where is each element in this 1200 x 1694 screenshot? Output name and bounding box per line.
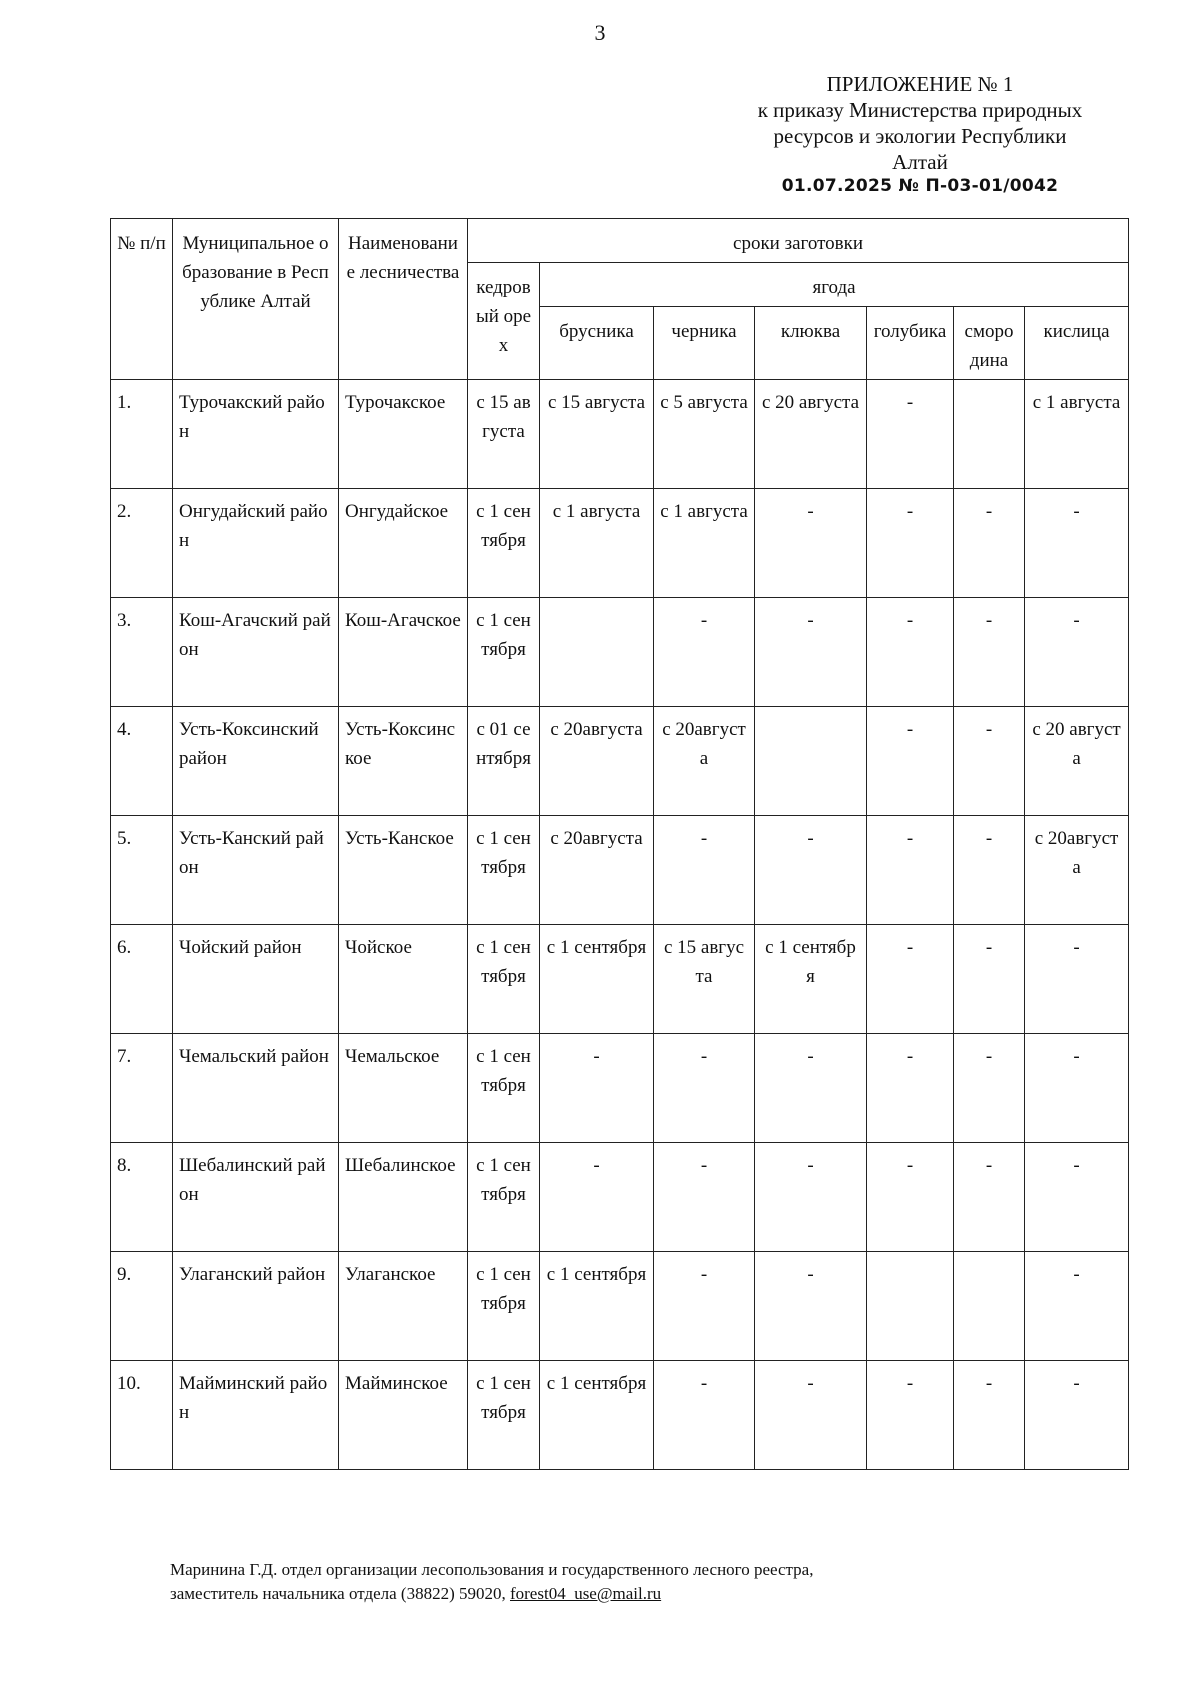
cell-cowberry: с 1 августа <box>540 489 654 598</box>
cell-cedar-nut: с 1 сентября <box>468 1361 540 1470</box>
cell-municipality: Турочакский район <box>173 380 339 489</box>
cell-cedar-nut: с 1 сентября <box>468 1034 540 1143</box>
cell-bilberry: - <box>654 598 755 707</box>
cell-cranberry: - <box>755 1143 867 1252</box>
header-harvest-terms: сроки заготовки <box>468 219 1129 263</box>
cell-cowberry: - <box>540 1143 654 1252</box>
cell-forestry: Майминское <box>339 1361 468 1470</box>
cell-wood-sorrel: - <box>1025 1361 1129 1470</box>
header-wood-sorrel: кислица <box>1025 307 1129 380</box>
appendix-title: ПРИЛОЖЕНИЕ № 1 <box>826 72 1014 96</box>
table-body <box>111 380 1129 1470</box>
cell-num: 6. <box>111 925 173 1034</box>
appendix-line: к приказу Министерства природных <box>757 98 1083 122</box>
appendix-line: Алтай <box>892 150 948 174</box>
cell-wood-sorrel: - <box>1025 1034 1129 1143</box>
header-num: № п/п <box>111 219 173 380</box>
cell-blueberry: - <box>867 1143 954 1252</box>
cell-cowberry <box>540 598 654 707</box>
cell-num: 8. <box>111 1143 173 1252</box>
cell-currant: - <box>954 816 1025 925</box>
cell-forestry: Усть-Канское <box>339 816 468 925</box>
cell-forestry: Кош-Агачское <box>339 598 468 707</box>
cell-blueberry <box>867 1252 954 1361</box>
table-row <box>111 1143 1129 1252</box>
cell-cedar-nut: с 1 сентября <box>468 925 540 1034</box>
cell-forestry: Онгудайское <box>339 489 468 598</box>
cell-cranberry: с 1 сентября <box>755 925 867 1034</box>
cell-municipality: Онгудайский район <box>173 489 339 598</box>
cell-currant: - <box>954 489 1025 598</box>
cell-bilberry: - <box>654 1361 755 1470</box>
header-municipality: Муниципальное образование в Республике Алтай <box>173 219 339 380</box>
header-cranberry: клюква <box>755 307 867 380</box>
table-row <box>111 489 1129 598</box>
cell-cedar-nut: с 1 сентября <box>468 816 540 925</box>
cell-cowberry: с 1 сентября <box>540 925 654 1034</box>
cell-currant <box>954 1252 1025 1361</box>
cell-cowberry: с 1 сентября <box>540 1361 654 1470</box>
cell-bilberry: с 5 августа <box>654 380 755 489</box>
cell-cedar-nut: с 1 сентября <box>468 598 540 707</box>
cell-cranberry: - <box>755 1252 867 1361</box>
cell-blueberry: - <box>867 380 954 489</box>
table-row <box>111 925 1129 1034</box>
header-bilberry: черника <box>654 307 755 380</box>
header-currant: смородина <box>954 307 1025 380</box>
table-row <box>111 598 1129 707</box>
cell-cowberry: с 20августа <box>540 816 654 925</box>
cell-bilberry: - <box>654 1034 755 1143</box>
cell-num: 2. <box>111 489 173 598</box>
cell-blueberry: - <box>867 1361 954 1470</box>
cell-cowberry: с 15 августа <box>540 380 654 489</box>
order-reference: 01.07.2025 № П-03-01/0042 <box>781 176 1059 196</box>
cell-currant: - <box>954 1143 1025 1252</box>
cell-cedar-nut: с 1 сентября <box>468 489 540 598</box>
appendix-line: ресурсов и экологии Республики <box>773 124 1067 148</box>
cell-blueberry: - <box>867 707 954 816</box>
cell-forestry: Чемальское <box>339 1034 468 1143</box>
harvest-terms-table <box>110 218 1129 1470</box>
cell-municipality: Усть-Канский район <box>173 816 339 925</box>
cell-blueberry: - <box>867 489 954 598</box>
cell-municipality: Шебалинский район <box>173 1143 339 1252</box>
contact-footer <box>170 1558 1070 1606</box>
cell-wood-sorrel: - <box>1025 489 1129 598</box>
cell-cedar-nut: с 1 сентября <box>468 1252 540 1361</box>
cell-currant <box>954 380 1025 489</box>
cell-cranberry <box>755 707 867 816</box>
contact-line-1: Маринина Г.Д. отдел организации лесопользования и государственного лесного реестра, <box>170 1560 814 1579</box>
cell-blueberry: - <box>867 598 954 707</box>
table-row <box>111 707 1129 816</box>
contact-phone-text: заместитель начальника отдела (38822) 59020, <box>170 1584 510 1603</box>
cell-bilberry: с 20августа <box>654 707 755 816</box>
cell-num: 3. <box>111 598 173 707</box>
cell-num: 5. <box>111 816 173 925</box>
cell-cranberry: - <box>755 489 867 598</box>
cell-municipality: Кош-Агачский район <box>173 598 339 707</box>
header-berry: ягода <box>540 263 1129 307</box>
page-number: 3 <box>594 20 606 45</box>
cell-forestry: Шебалинское <box>339 1143 468 1252</box>
cell-bilberry: - <box>654 1252 755 1361</box>
cell-cranberry: - <box>755 1361 867 1470</box>
cell-num: 9. <box>111 1252 173 1361</box>
cell-cedar-nut: с 15 августа <box>468 380 540 489</box>
cell-municipality: Усть-Коксинский район <box>173 707 339 816</box>
cell-blueberry: - <box>867 925 954 1034</box>
cell-forestry: Турочакское <box>339 380 468 489</box>
cell-bilberry: с 15 августа <box>654 925 755 1034</box>
cell-municipality: Улаганский район <box>173 1252 339 1361</box>
cell-blueberry: - <box>867 1034 954 1143</box>
header-blueberry: голубика <box>867 307 954 380</box>
cell-wood-sorrel: с 20 августа <box>1025 707 1129 816</box>
header-cedar-nut: кедровый орех <box>468 263 540 380</box>
cell-currant: - <box>954 925 1025 1034</box>
cell-municipality: Майминский район <box>173 1361 339 1470</box>
cell-cranberry: с 20 августа <box>755 380 867 489</box>
table-row <box>111 1034 1129 1143</box>
cell-num: 10. <box>111 1361 173 1470</box>
cell-cowberry: с 20августа <box>540 707 654 816</box>
cell-bilberry: - <box>654 816 755 925</box>
cell-wood-sorrel: - <box>1025 1143 1129 1252</box>
cell-currant: - <box>954 1034 1025 1143</box>
cell-municipality: Чемальский район <box>173 1034 339 1143</box>
table-row <box>111 1361 1129 1470</box>
cell-cranberry: - <box>755 816 867 925</box>
cell-wood-sorrel: с 1 августа <box>1025 380 1129 489</box>
cell-num: 7. <box>111 1034 173 1143</box>
cell-blueberry: - <box>867 816 954 925</box>
cell-wood-sorrel: - <box>1025 925 1129 1034</box>
cell-forestry: Усть-Коксинское <box>339 707 468 816</box>
cell-wood-sorrel: - <box>1025 598 1129 707</box>
cell-cranberry: - <box>755 1034 867 1143</box>
cell-wood-sorrel: с 20августа <box>1025 816 1129 925</box>
cell-currant: - <box>954 598 1025 707</box>
cell-bilberry: с 1 августа <box>654 489 755 598</box>
cell-bilberry: - <box>654 1143 755 1252</box>
cell-num: 4. <box>111 707 173 816</box>
header-forestry: Наименование лесничества <box>339 219 468 380</box>
cell-num: 1. <box>111 380 173 489</box>
cell-currant: - <box>954 707 1025 816</box>
cell-currant: - <box>954 1361 1025 1470</box>
cell-forestry: Улаганское <box>339 1252 468 1361</box>
header-cowberry: брусника <box>540 307 654 380</box>
cell-cranberry: - <box>755 598 867 707</box>
table-row <box>111 1252 1129 1361</box>
appendix-header <box>700 71 1140 197</box>
table-row <box>111 816 1129 925</box>
cell-cowberry: с 1 сентября <box>540 1252 654 1361</box>
cell-municipality: Чойский район <box>173 925 339 1034</box>
cell-cedar-nut: с 01 сентября <box>468 707 540 816</box>
cell-cowberry: - <box>540 1034 654 1143</box>
cell-forestry: Чойское <box>339 925 468 1034</box>
cell-wood-sorrel: - <box>1025 1252 1129 1361</box>
table-row <box>111 380 1129 489</box>
contact-line-2 <box>170 1582 1070 1606</box>
cell-cedar-nut: с 1 сентября <box>468 1143 540 1252</box>
contact-email-link[interactable]: forest04_use@mail.ru <box>509 1584 662 1603</box>
